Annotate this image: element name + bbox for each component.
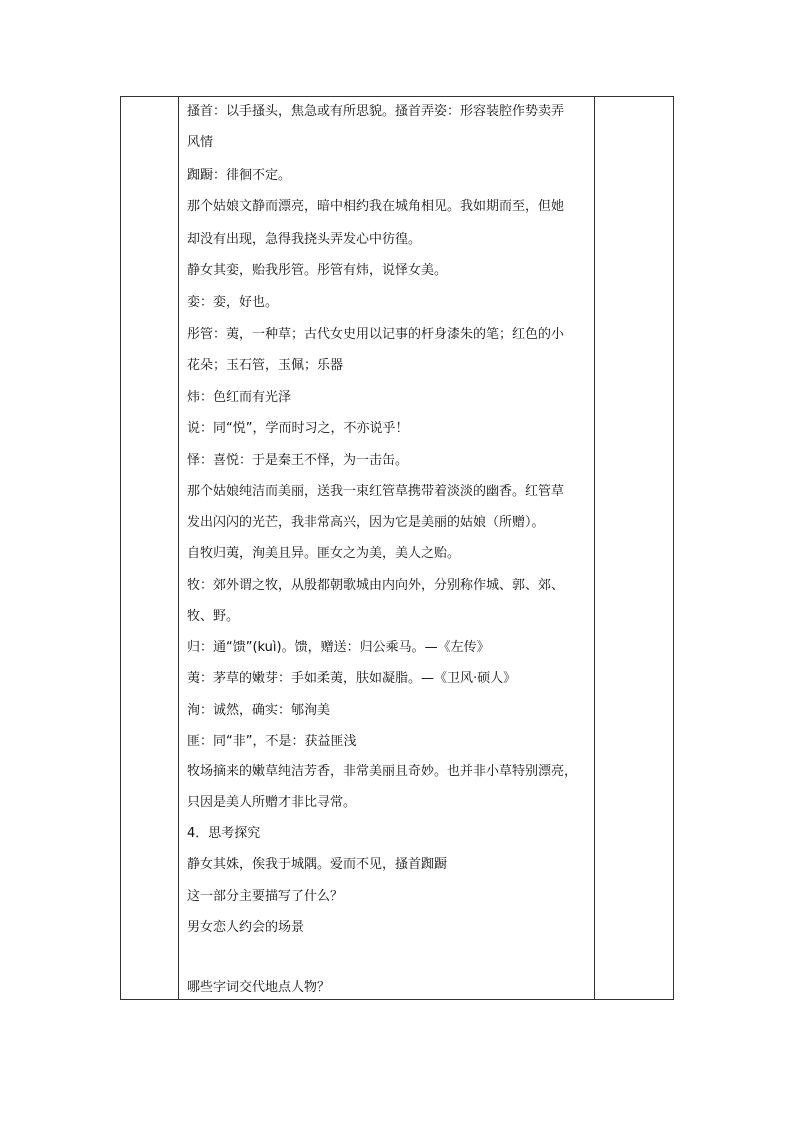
text-line: 说：同“悦”，学而时习之，不亦说乎！ (187, 421, 409, 436)
text-line: 只因是美人所赠才非比寻常。 (187, 795, 357, 810)
text-line: 4．思考探究 (187, 826, 261, 841)
text-line: 花朵；玉石管，玉佩；乐器 (187, 358, 344, 373)
text-line: 哪些字词交代地点人物？ (187, 980, 331, 995)
text-line: 男女恋人约会的场景 (187, 920, 305, 935)
text-line: 炜：色红而有光泽 (187, 390, 292, 405)
text-line: 归：通“馈”(kuì)。馈，赠送：归公乘马。—《左传》 (187, 640, 490, 655)
column-divider-left (178, 97, 179, 999)
text-line: 这一部分主要描写了什么？ (187, 889, 344, 904)
text-line: 静女其娈，贻我彤管。彤管有炜，说怿女美。 (187, 263, 448, 278)
text-line: 发出闪闪的光芒，我非常高兴，因为它是美丽的姑娘（所赠）。 (187, 515, 545, 530)
text-line: 牧场摘来的嫩草纯洁芳香，非常美丽且奇妙。也并非小草特别漂亮， (187, 764, 578, 779)
text-line: 荑：茅草的嫩芽：手如柔荑，肤如凝脂。—《卫风·硕人》 (187, 671, 517, 686)
text-line: 那个姑娘纯洁而美丽，送我一束红管草携带着淡淡的幽香。红管草 (187, 484, 565, 499)
text-line: 踟蹰：徘徊不定。 (187, 168, 292, 183)
text-line: 静女其姝，俟我于城隅。爱而不见，搔首踟蹰 (187, 857, 448, 872)
text-line: 却没有出现，急得我挠头弄发心中彷徨。 (187, 232, 422, 247)
text-line: 牧：郊外谓之牧，从殷都朝歌城由内向外，分别称作城、郭、郊、 (187, 578, 565, 593)
text-line: 自牧归荑，洵美且异。匪女之为美，美人之贻。 (187, 546, 461, 561)
text-line: 那个姑娘文静而漂亮，暗中相约我在城角相见。我如期而至，但她 (187, 199, 565, 214)
text-line: 风情 (187, 135, 214, 150)
text-line: 怿：喜悦：于是秦王不怿，为一击缶。 (187, 453, 409, 468)
text-line: 搔首：以手搔头，焦急或有所思貌。搔首弄姿：形容装腔作势卖弄 (187, 104, 565, 119)
text-line: 洵：诚然，确实：郇洵美 (187, 703, 331, 718)
column-divider-right (594, 97, 595, 999)
text-line: 匪：同“非”，不是：获益匪浅 (187, 734, 357, 749)
lesson-table (120, 96, 674, 1000)
text-line: 牧、野。 (187, 609, 240, 624)
text-line: 彤管：荑，一种草；古代女史用以记事的杆身漆朱的笔；红色的小 (187, 327, 565, 342)
text-line: 娈：娈，好也。 (187, 295, 279, 310)
